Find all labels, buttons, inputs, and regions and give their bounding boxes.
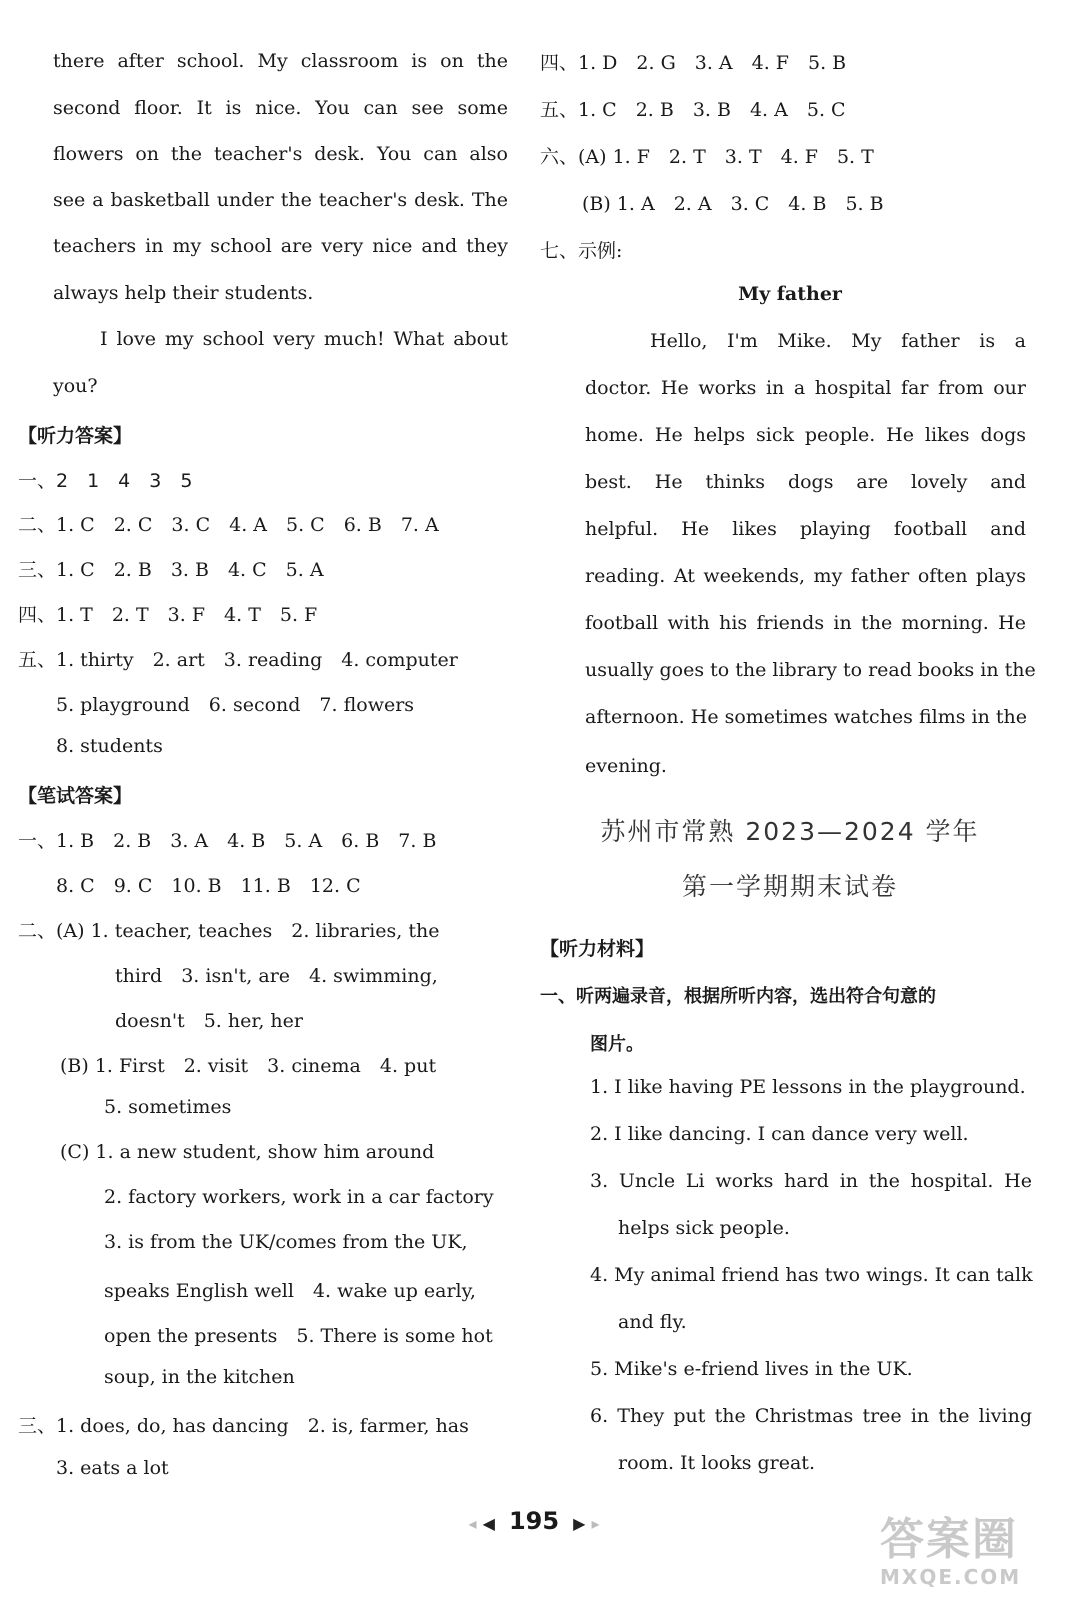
answer-line: (C) 1. a new student, show him around <box>60 1141 435 1163</box>
essay-title: My father <box>738 283 842 305</box>
essay-line: reading. At weekends, my father often plays <box>585 565 1026 587</box>
passage-line: flowers on the teacher's desk. You can also <box>53 143 508 165</box>
page-number: 195 <box>508 1507 560 1535</box>
listening-sentence: 3. Uncle Li works hard in the hospital. He <box>590 1170 1032 1192</box>
watermark-url: MXQE.COM <box>880 1565 1022 1589</box>
passage-line: always help their students. <box>53 282 314 304</box>
listening-sentence: 6. They put the Christmas tree in the living <box>590 1405 1032 1427</box>
answer-line: 5. sometimes <box>104 1096 232 1118</box>
triangle-left-light-icon: ◂ <box>468 1514 477 1533</box>
essay-line: helpful. He likes playing football and <box>585 518 1026 540</box>
written-answers-heading: 【笔试答案】 <box>18 785 133 807</box>
answer-line: 二、1. C 2. C 3. C 4. A 5. C 6. B 7. A <box>18 514 439 536</box>
listening-sentence: helps sick people. <box>618 1217 790 1239</box>
answer-line: doesn't 5. her, her <box>115 1010 303 1032</box>
watermark-logo <box>880 1515 1050 1595</box>
answer-line: 5. playground 6. second 7. flowers <box>56 694 415 716</box>
answer-line: (B) 1. First 2. visit 3. cinema 4. put <box>60 1055 437 1077</box>
listening-sentence: room. It looks great. <box>618 1452 815 1474</box>
answer-line: 六、(A) 1. F 2. T 3. T 4. F 5. T <box>540 146 874 168</box>
essay-line: home. He helps sick people. He likes dogs <box>585 424 1026 446</box>
section-title: 苏州市常熟 2023—2024 学年 <box>600 817 980 846</box>
answer-line: 五、1. thirty 2. art 3. reading 4. computer <box>18 649 458 671</box>
answer-line: 8. C 9. C 10. B 11. B 12. C <box>56 875 361 897</box>
triangle-right-icon: ▶ <box>573 1514 586 1533</box>
answer-line: 四、1. D 2. G 3. A 4. F 5. B <box>540 52 847 74</box>
essay-line: usually goes to the library to read books in the <box>585 659 1036 681</box>
essay-line: afternoon. He sometimes watches films in the <box>585 706 1027 728</box>
answer-line: soup, in the kitchen <box>104 1366 295 1388</box>
passage-line: you? <box>53 375 98 397</box>
answer-line: 2. factory workers, work in a car factory <box>104 1186 494 1208</box>
listening-material-heading: 【听力材料】 <box>540 938 655 960</box>
passage-line: I love my school very much! What about <box>100 328 508 350</box>
answer-line: 8. students <box>56 735 163 757</box>
listening-answers-heading: 【听力答案】 <box>18 425 133 447</box>
listening-sentence: 4. My animal friend has two wings. It can talk <box>590 1264 1033 1286</box>
watermark-logo-text: 答案圈 <box>880 1514 1018 1565</box>
listening-sentence: 5. Mike's e-friend lives in the UK. <box>590 1358 913 1380</box>
listening-sentence: 2. I like dancing. I can dance very well. <box>590 1123 969 1145</box>
essay-line: evening. <box>585 755 667 777</box>
passage-line: see a basketball under the teacher's desk. The <box>53 189 508 211</box>
answer-line: 三、1. does, do, has dancing 2. is, farmer, has <box>18 1415 469 1437</box>
answer-line: 三、1. C 2. B 3. B 4. C 5. A <box>18 559 324 581</box>
instruction-line: 一、听两遍录音，根据所听内容，选出符合句意的 <box>540 986 936 1007</box>
essay-line: Hello, I'm Mike. My father is a <box>650 330 1026 352</box>
answer-line: third 3. isn't, are 4. swimming, <box>115 965 438 987</box>
passage-line: teachers in my school are very nice and they <box>53 235 508 257</box>
essay-line: best. He thinks dogs are lovely and <box>585 471 1026 493</box>
answer-line: 一、1. B 2. B 3. A 4. B 5. A 6. B 7. B <box>18 830 437 852</box>
answer-line: 二、(A) 1. teacher, teaches 2. libraries, the <box>18 920 440 942</box>
answer-line: 3. eats a lot <box>56 1457 169 1479</box>
passage-line: second floor. It is nice. You can see some <box>53 97 508 119</box>
answer-line: (B) 1. A 2. A 3. C 4. B 5. B <box>582 193 884 215</box>
answer-line: 3. is from the UK/comes from the UK, <box>104 1231 468 1253</box>
passage-line: there after school. My classroom is on the <box>53 50 508 72</box>
listening-sentence: and fly. <box>618 1311 687 1333</box>
essay-line: football with his friends in the morning. He <box>585 612 1026 634</box>
triangle-left-icon: ◀ <box>482 1514 495 1533</box>
answer-line: 一、2 1 4 3 5 <box>18 470 193 492</box>
answer-line: open the presents 5. There is some hot <box>104 1325 493 1347</box>
section-subtitle: 第一学期期末试卷 <box>681 872 898 901</box>
answer-line: 七、示例: <box>540 240 623 262</box>
answer-line: speaks English well 4. wake up early, <box>104 1280 476 1302</box>
answer-line: 四、1. T 2. T 3. F 4. T 5. F <box>18 604 318 626</box>
triangle-right-light-icon: ▸ <box>591 1514 600 1533</box>
essay-line: doctor. He works in a hospital far from our <box>585 377 1026 399</box>
listening-sentence: 1. I like having PE lessons in the playground. <box>590 1076 1026 1098</box>
answer-line: 五、1. C 2. B 3. B 4. A 5. C <box>540 99 846 121</box>
instruction-line: 图片。 <box>590 1034 644 1055</box>
